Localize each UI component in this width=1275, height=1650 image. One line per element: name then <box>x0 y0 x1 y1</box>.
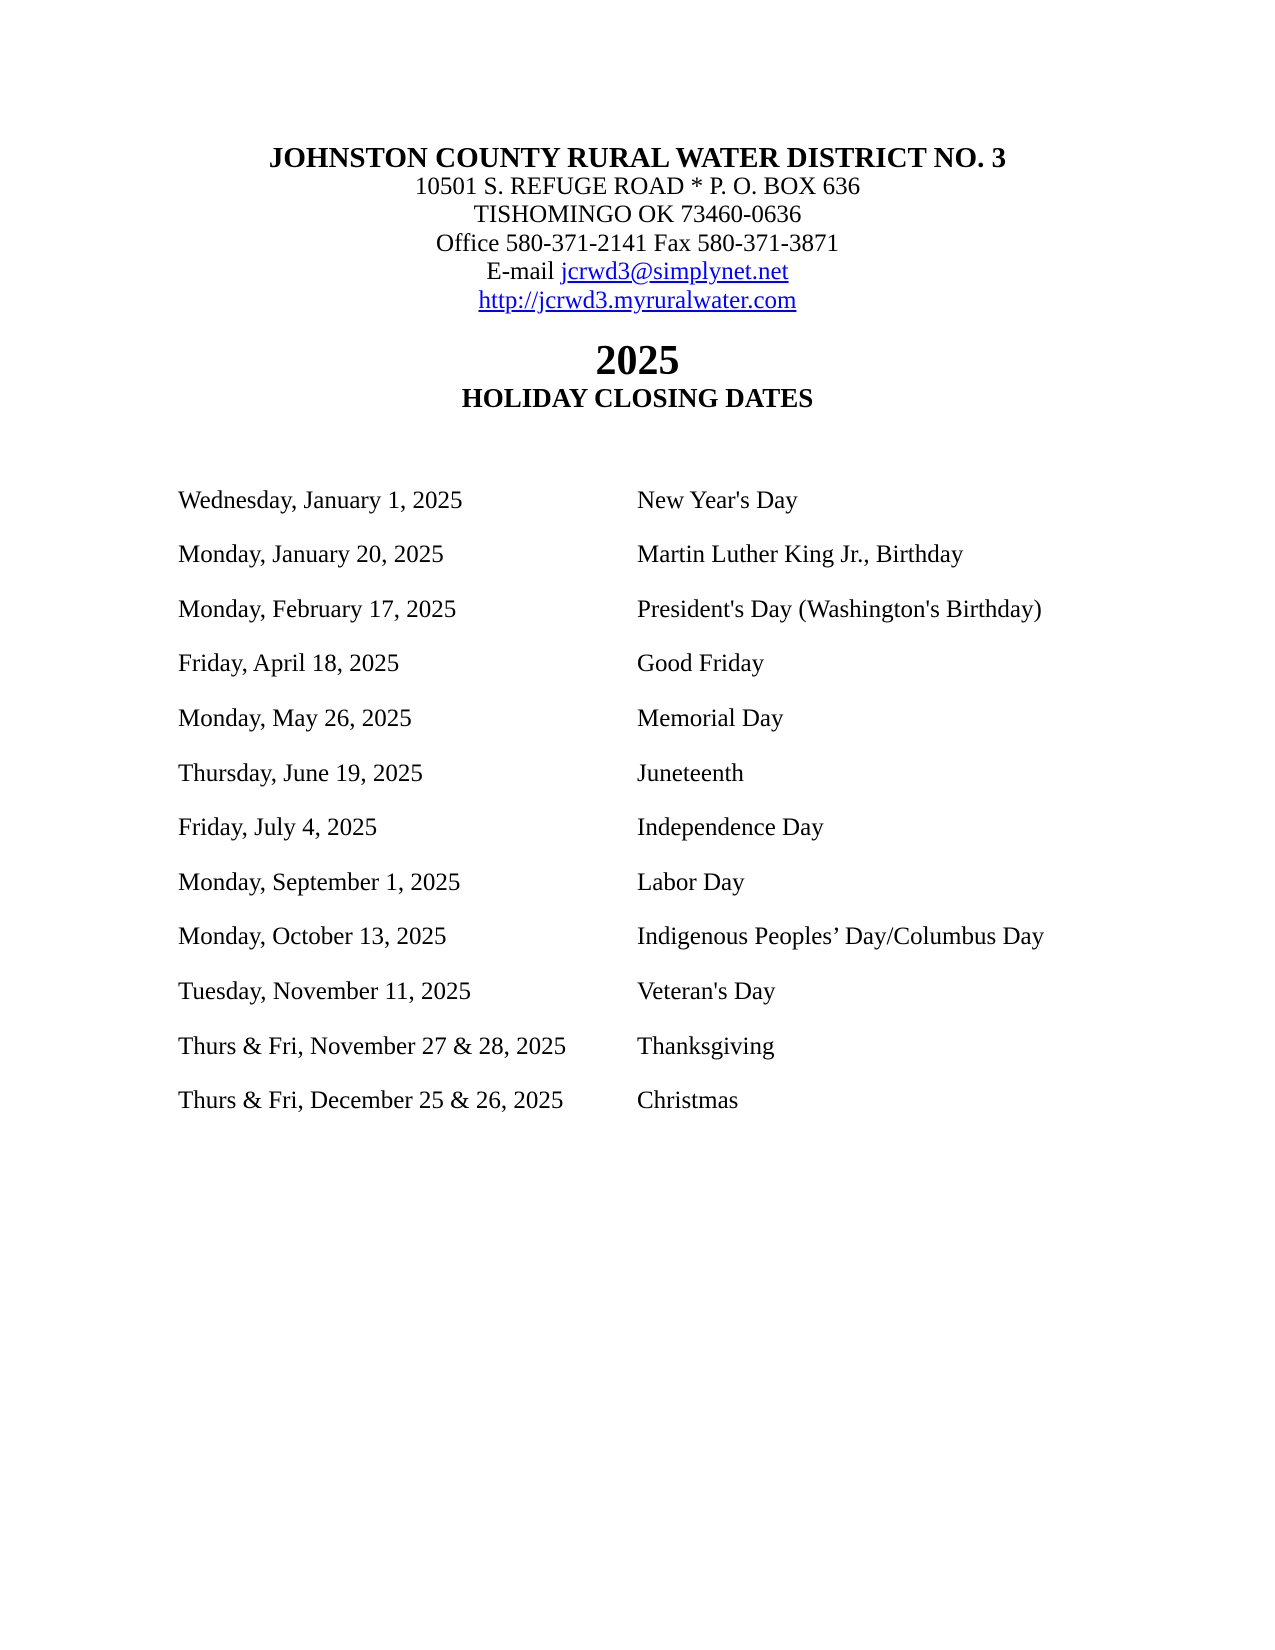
holiday-row <box>178 761 1215 816</box>
holiday-row <box>178 651 1215 706</box>
holiday-name: Veteran's Day <box>637 977 776 1005</box>
holiday-date: Wednesday, January 1, 2025 <box>178 486 463 514</box>
holiday-date: Monday, January 20, 2025 <box>178 541 444 569</box>
holiday-row <box>178 597 1215 652</box>
holiday-row <box>178 488 1215 543</box>
org-name: JOHNSTON COUNTY RURAL WATER DISTRICT NO. 3 <box>268 142 1007 174</box>
holiday-name: Juneteenth <box>637 759 744 787</box>
holiday-name: New Year's Day <box>637 486 798 514</box>
holiday-row <box>178 706 1215 761</box>
title-block <box>0 338 1275 412</box>
holiday-date: Friday, July 4, 2025 <box>178 814 378 842</box>
holiday-date: Thurs & Fri, November 27 & 28, 2025 <box>178 1032 567 1060</box>
holiday-row <box>178 979 1215 1034</box>
holiday-name: Labor Day <box>637 868 745 896</box>
email-line <box>0 258 1275 287</box>
website-line <box>0 287 1275 316</box>
holiday-name: Good Friday <box>637 650 765 678</box>
year-title: 2025 <box>595 337 680 384</box>
holiday-name: President's Day (Washington's Birthday) <box>637 595 1042 623</box>
holiday-date: Monday, February 17, 2025 <box>178 595 457 623</box>
holiday-name: Martin Luther King Jr., Birthday <box>637 541 964 569</box>
street-address: 10501 S. REFUGE ROAD * P. O. BOX 636 <box>414 172 861 200</box>
holiday-date: Tuesday, November 11, 2025 <box>178 977 472 1005</box>
website-link[interactable]: http://jcrwd3.myruralwater.com <box>478 286 797 314</box>
holiday-date: Thurs & Fri, December 25 & 26, 2025 <box>178 1087 564 1115</box>
holiday-name: Independence Day <box>637 814 824 842</box>
email-link[interactable]: jcrwd3@simplynet.net <box>560 258 789 286</box>
holiday-row <box>178 815 1215 870</box>
holiday-row <box>178 542 1215 597</box>
holiday-name: Christmas <box>637 1087 739 1115</box>
holiday-row <box>178 1034 1215 1089</box>
holiday-name: Indigenous Peoples’ Day/Columbus Day <box>637 923 1045 951</box>
holiday-list <box>0 488 1275 1143</box>
email-label: E-mail <box>486 258 561 286</box>
holiday-date: Monday, September 1, 2025 <box>178 868 461 896</box>
holiday-date: Monday, May 26, 2025 <box>178 704 412 732</box>
holiday-name: Thanksgiving <box>637 1032 775 1060</box>
letterhead <box>0 144 1275 316</box>
holiday-row <box>178 1088 1215 1143</box>
holiday-date: Monday, October 13, 2025 <box>178 923 447 951</box>
holiday-date: Friday, April 18, 2025 <box>178 650 400 678</box>
phone-fax-line: Office 580-371-2141 Fax 580-371-3871 <box>436 229 839 257</box>
holiday-name: Memorial Day <box>637 704 784 732</box>
city-state-zip: TISHOMINGO OK 73460-0636 <box>473 201 802 229</box>
holiday-row <box>178 924 1215 979</box>
holiday-date: Thursday, June 19, 2025 <box>178 759 423 787</box>
holiday-row <box>178 870 1215 925</box>
page-title: HOLIDAY CLOSING DATES <box>461 382 814 413</box>
